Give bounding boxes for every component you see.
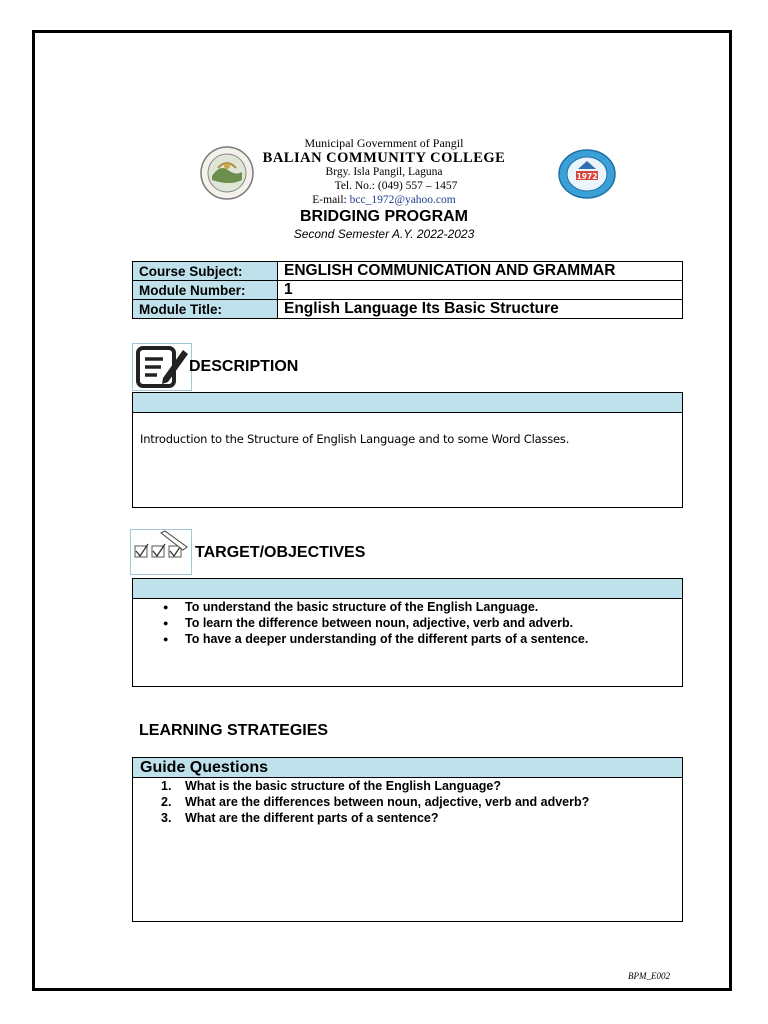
course-subject-label: Course Subject: <box>133 262 278 281</box>
question-number: 2. <box>161 795 172 809</box>
learning-strategies-title: LEARNING STRATEGIES <box>139 722 329 739</box>
list-item: ● To understand the basic structure of the English Language. <box>163 599 588 615</box>
table-row <box>133 281 683 300</box>
list-item <box>161 810 589 826</box>
telephone: Tel. No.: (049) 557 – 1457 <box>334 180 458 192</box>
email-link[interactable]: bcc_1972@yahoo.com <box>349 194 456 206</box>
document-code: BPM_E002 <box>628 971 670 981</box>
guide-questions-list <box>161 778 589 826</box>
list-item: ● To learn the difference between noun, adjective, verb and adverb. <box>163 615 588 631</box>
module-title-label: Module Title: <box>133 300 278 319</box>
table-row <box>133 300 683 319</box>
module-number-label: Module Number: <box>133 281 278 300</box>
course-subject-value: ENGLISH COMMUNICATION AND GRAMMAR <box>278 262 683 281</box>
description-title: DESCRIPTION <box>189 358 299 375</box>
college-name: BALIAN COMMUNITY COLLEGE <box>262 150 506 166</box>
email-line <box>0 194 768 206</box>
seal-year: 1972 <box>576 172 598 181</box>
objectives-header-bar <box>133 579 682 599</box>
question-text: What is the basic structure of the English Language? <box>185 779 502 793</box>
checklist-icon <box>130 529 192 575</box>
course-info-table <box>132 261 683 319</box>
list-item <box>161 794 589 810</box>
description-text: Introduction to the Structure of English Language and to some Word Classes. <box>140 432 570 446</box>
table-row <box>133 262 683 281</box>
program-title: BRIDGING PROGRAM <box>300 208 468 225</box>
question-number: 1. <box>161 779 172 793</box>
college-address: Brgy. Isla Pangil, Laguna <box>325 166 443 178</box>
question-number: 3. <box>161 811 172 825</box>
objectives-box <box>132 578 683 687</box>
semester-line: Second Semester A.Y. 2022-2023 <box>293 227 475 241</box>
question-text: What are the different parts of a sentence? <box>185 811 439 825</box>
question-text: What are the differences between noun, adjective, verb and adverb? <box>185 795 590 809</box>
module-number-value: 1 <box>278 281 683 300</box>
municipality-name: Municipal Government of Pangil <box>304 136 464 150</box>
objectives-title: TARGET/OBJECTIVES <box>195 544 366 561</box>
description-box <box>132 392 683 508</box>
objectives-list <box>163 599 588 647</box>
list-item <box>161 778 589 794</box>
notepad-pen-icon <box>132 343 192 391</box>
guide-questions-box <box>132 757 683 922</box>
module-title-value: English Language Its Basic Structure <box>278 300 683 319</box>
email-label: E-mail: <box>312 194 350 206</box>
guide-questions-title: Guide Questions <box>133 758 682 778</box>
description-header-bar <box>133 393 682 413</box>
list-item: ● To have a deeper understanding of the different parts of a sentence. <box>163 631 588 647</box>
